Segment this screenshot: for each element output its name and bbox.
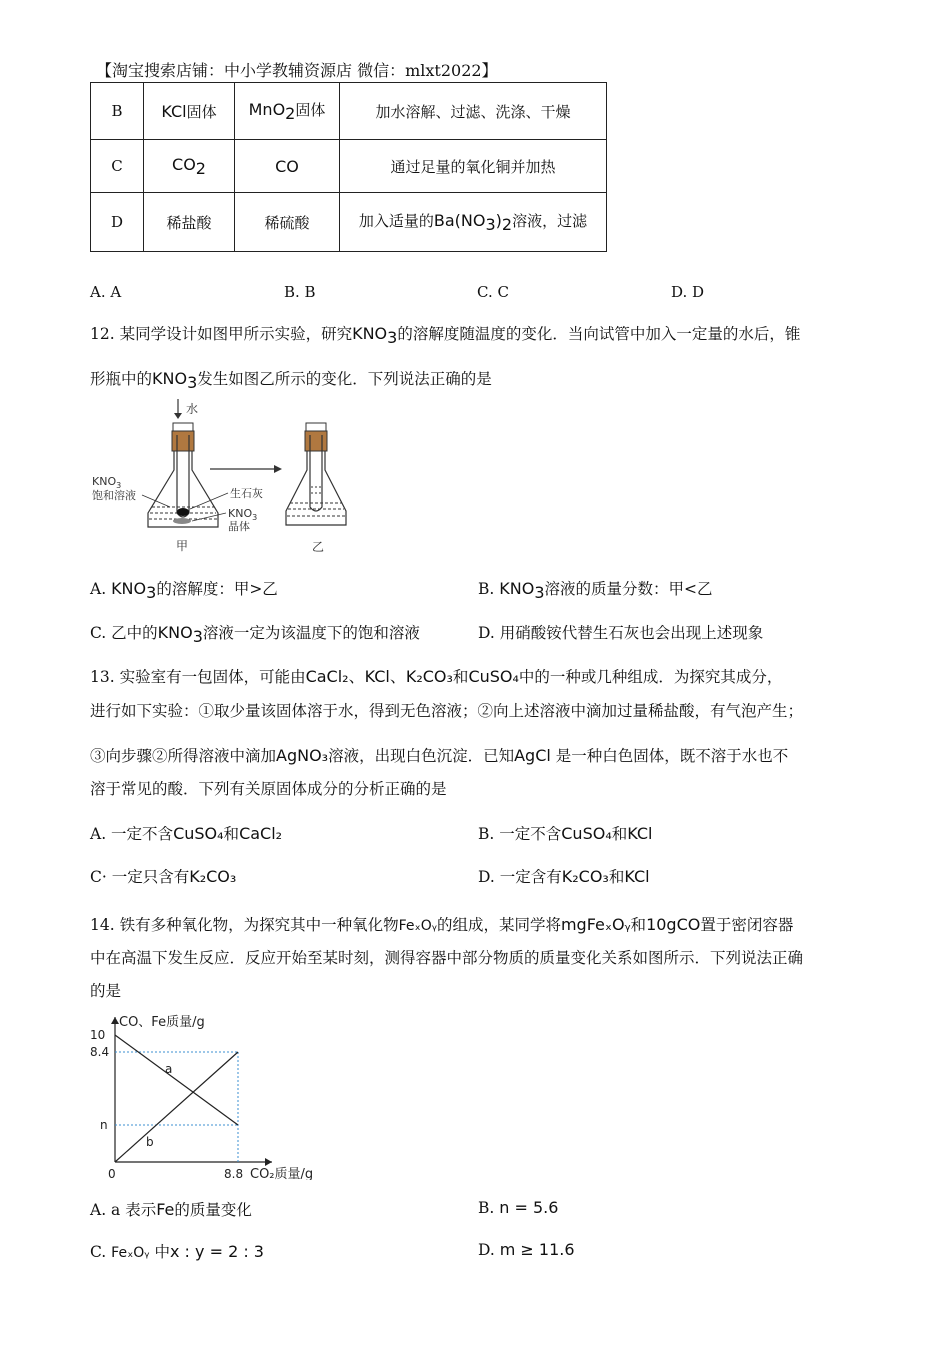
q11-option-b[interactable]: B. B	[284, 283, 316, 301]
x-axis-label: CO₂质量/g	[250, 1167, 314, 1180]
series-label-b: b	[146, 1135, 154, 1149]
q12-apparatus-figure	[90, 395, 380, 560]
y-tick-10: 10	[90, 1028, 106, 1042]
q14-option-c[interactable]: C. FeₓOᵧ 中x : y = 2 : 3	[90, 1242, 264, 1261]
svg-text:KNO3: $KNO_3$	[228, 507, 258, 522]
q12-stem-line1: 12. 某同学设计如图甲所示实验，研究$KNO_3$的溶解度随温度的变化．当向试管中加入一定量的水后，锥	[90, 324, 801, 348]
header-banner: 【淘宝搜索店铺：中小学教辅资源店 微信：mlxt2022】	[96, 61, 498, 80]
q11-option-c[interactable]: C. C	[477, 283, 509, 301]
method-cell: 加入适量的$Ba(NO_3)_2$溶液，过滤	[340, 193, 607, 252]
table-row	[91, 140, 607, 193]
svg-text:甲: 甲	[176, 539, 189, 553]
q14-option-a[interactable]: A. a 表示Fe的质量变化	[90, 1200, 252, 1219]
q14-stem-line3: 的是	[90, 982, 122, 1000]
substance-cell: $CO_2$	[144, 140, 235, 193]
series-label-a: a	[165, 1062, 173, 1076]
svg-text:饱和溶液: 饱和溶液	[92, 489, 136, 502]
y-axis-arrow	[111, 1017, 119, 1024]
x-axis-arrow	[265, 1158, 272, 1166]
q12-stem-line2: 形瓶中的$KNO_3$发生如图乙所示的变化．下列说法正确的是	[90, 369, 492, 393]
q13-stem-line3: ③向步骤②所得溶液中滴加AgNO₃溶液，出现白色沉淀．已知AgCl 是一种白色固体，既不溶于水也不	[90, 746, 789, 765]
y-axis-label: CO、Fe质量/g	[119, 1015, 205, 1030]
svg-text:乙: 乙	[312, 540, 325, 554]
impurity-cell: CO	[235, 140, 340, 193]
q14-stem-line2: 中在高温下发生反应．反应开始至某时刻，测得容器中部分物质的质量变化关系如图所示．下列说法正确	[90, 949, 804, 967]
q11-option-d[interactable]: D. D	[671, 283, 705, 301]
q13-option-d[interactable]: D. 一定含有K₂CO₃和KCl	[478, 867, 650, 886]
y-tick-8.4: 8.4	[90, 1045, 110, 1059]
row-label: C	[91, 140, 144, 193]
impurity-cell: MnO$_2$固体	[235, 83, 340, 140]
q13-stem-line2: 进行如下实验：①取少量该固体溶于水，得到无色溶液；②向上述溶液中滴加过量稀盐酸，有气泡产生；	[90, 702, 804, 720]
q13-option-b[interactable]: B. 一定不含CuSO₄和KCl	[478, 824, 653, 843]
q12-option-c[interactable]: C. 乙中的$KNO_3$溶液一定为该温度下的饱和溶液	[90, 623, 420, 647]
q14-option-b[interactable]: B. n = 5.6	[478, 1198, 559, 1217]
table-row	[91, 193, 607, 252]
row-label: B	[91, 83, 144, 140]
table-row	[91, 83, 607, 140]
series-line-a	[115, 1035, 238, 1125]
q12-option-b[interactable]: B. $KNO_3$溶液的质量分数：甲<乙	[478, 579, 713, 603]
series-line-b	[115, 1052, 238, 1162]
options-table	[90, 82, 607, 252]
svg-text:晶体: 晶体	[228, 520, 250, 533]
q14-stem-line1: 14. 铁有多种氧化物，为探究其中一种氧化物FeₓOᵧ的组成，某同学将mgFeₓOᵧ和10gCO置于密闭容器	[90, 915, 794, 934]
svg-text:生石灰: 生石灰	[230, 487, 263, 500]
q13-option-a[interactable]: A. 一定不含CuSO₄和CaCl₂	[90, 824, 283, 843]
q13-stem-line4: 溶于常见的酸．下列有关原固体成分的分析正确的是	[90, 780, 447, 798]
impurity-cell: 稀硫酸	[235, 193, 340, 252]
q14-option-d[interactable]: D. m ≥ 11.6	[478, 1240, 575, 1259]
q12-option-d[interactable]: D. 用硝酸铵代替生石灰也会出现上述现象	[478, 624, 764, 642]
x-tick-8.8: 8.8	[224, 1167, 244, 1180]
svg-text:KNO3: $KNO_3$	[92, 475, 122, 490]
method-cell: 加水溶解、过滤、洗涤、干燥	[340, 83, 607, 140]
svg-text:水: 水	[186, 402, 199, 416]
q11-option-a[interactable]: A. A	[90, 283, 122, 301]
q13-option-c[interactable]: C· 一定只含有K₂CO₃	[90, 867, 237, 886]
substance-cell: KCl固体	[144, 83, 235, 140]
x-tick-0: 0	[108, 1167, 116, 1180]
row-label: D	[91, 193, 144, 252]
q14-chart	[90, 1005, 350, 1180]
method-cell: 通过足量的氧化铜并加热	[340, 140, 607, 193]
q13-stem-line1: 13. 实验室有一包固体，可能由CaCl₂、KCl、K₂CO₃和CuSO₄中的一种或几种组成．为探究其成分，	[90, 667, 783, 686]
q12-option-a[interactable]: A. $KNO_3$的溶解度：甲>乙	[90, 579, 278, 603]
y-tick-n: n	[100, 1118, 108, 1132]
substance-cell: 稀盐酸	[144, 193, 235, 252]
